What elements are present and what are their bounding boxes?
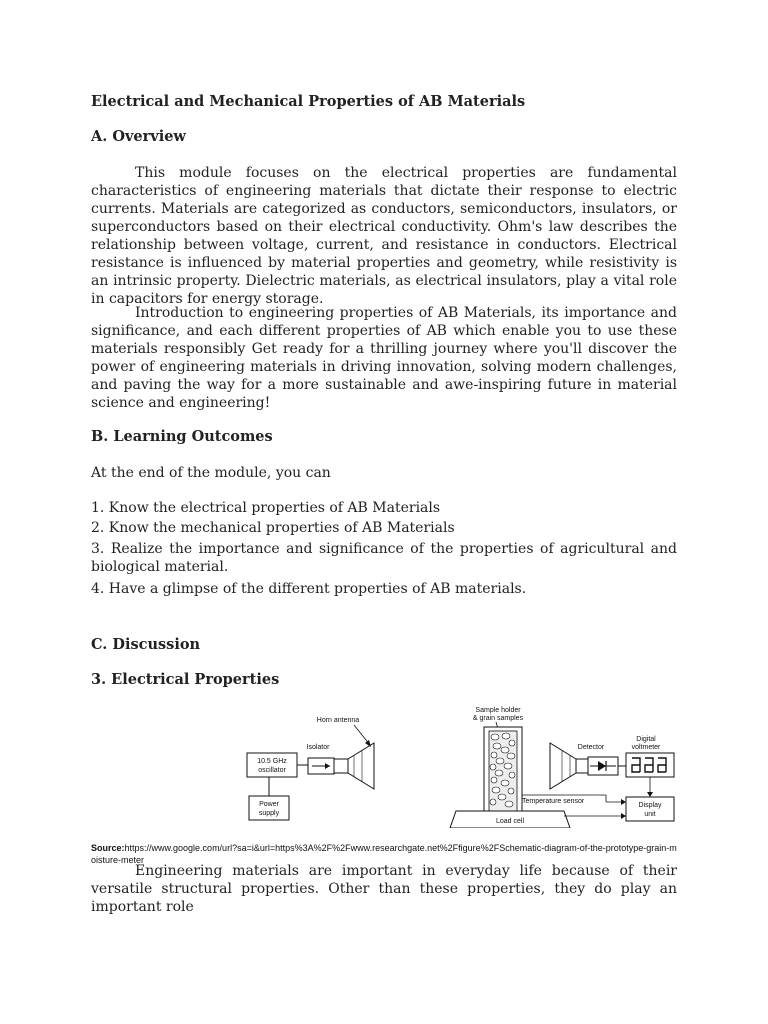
learning-outcomes-heading: B. Learning Outcomes [91,428,273,445]
learning-outcomes-intro: At the end of the module, you can [91,465,331,481]
sample-holder-label-1: Sample holder [475,707,521,714]
discussion-heading: C. Discussion [91,636,201,653]
voltmeter-label-1: Digital [636,736,656,743]
discussion-paragraph: Engineering materials are important in everyday life because of their versatile structural properties. Other than these properties, they do play an important role [91,863,677,915]
horn-antenna-label: Horn antenna [316,717,360,724]
overview-paragraph-1: This module focuses on the electrical properties are fundamental characteristics of engineering materials that dictate their response to electric currents. Materials are categorized as conductors, semiconductors, insulators, or superconductors based on their electrical conductivity. Ohm's law describes the relationship between voltage, current, and resistance in conductors. Electrical resistance is influenced by material properties and geometry, while resistivity is an intrinsic property. Dielectric materials, as electrical insulators, play a vital role in capacitors for energy storage. [91,165,677,307]
oscillator-label-2: oscillator [258,767,286,774]
overview-heading: A. Overview [91,128,186,145]
isolator-label: Isolator [306,744,330,751]
overview-paragraph-2: Introduction to engineering properties of AB Materials, its importance and significance, and each different properties of AB which enable you to use these materials responsibly Get ready for a thrilling journey where you'll discover the power of engineering materials in driving innovation, solving modern challenges, and paving the way for a more sustainable and awe-inspiring future in material science and engineering! [91,305,677,411]
horn-antenna-right [550,743,576,789]
temp-sensor-label: Temperature sensor [522,798,585,805]
learning-outcome-item-2: 2. Know the mechanical properties of AB Materials [91,520,455,536]
display-label-1: Display [638,802,662,809]
learning-outcome-item-1: 1. Know the electrical properties of AB Materials [91,500,441,516]
horn-antenna-left [348,743,374,789]
source-label: Source: [91,843,125,853]
voltmeter-label-2: voltmeter [631,744,661,751]
display-label-2: unit [644,811,656,818]
learning-outcome-item-3: 3. Realize the importance and significance of the properties of agricultural and biological material. [91,541,677,575]
learning-outcome-item-4: 4. Have a glimpse of the different properties of AB materials. [91,581,527,597]
document-title: Electrical and Mechanical Properties of AB Materials [91,93,526,110]
power-label-1: Power [259,801,279,808]
grain-moisture-meter-diagram [246,703,676,828]
electrical-properties-heading: 3. Electrical Properties [91,671,280,688]
detector-label: Detector [577,744,605,751]
load-cell-label: Load cell [495,818,525,825]
oscillator-label-1: 10.5 GHz [257,758,287,765]
sample-holder-label-2: & grain samples [472,715,524,722]
power-label-2: supply [258,810,280,817]
source-url[interactable]: https://www.google.com/url?sa=i&url=https%3A%2F%2Fwww.researchgate.net%2Ffigure%2FSchematic-diagram-of-the-prototype-grain-moisture-meter [91,843,677,865]
